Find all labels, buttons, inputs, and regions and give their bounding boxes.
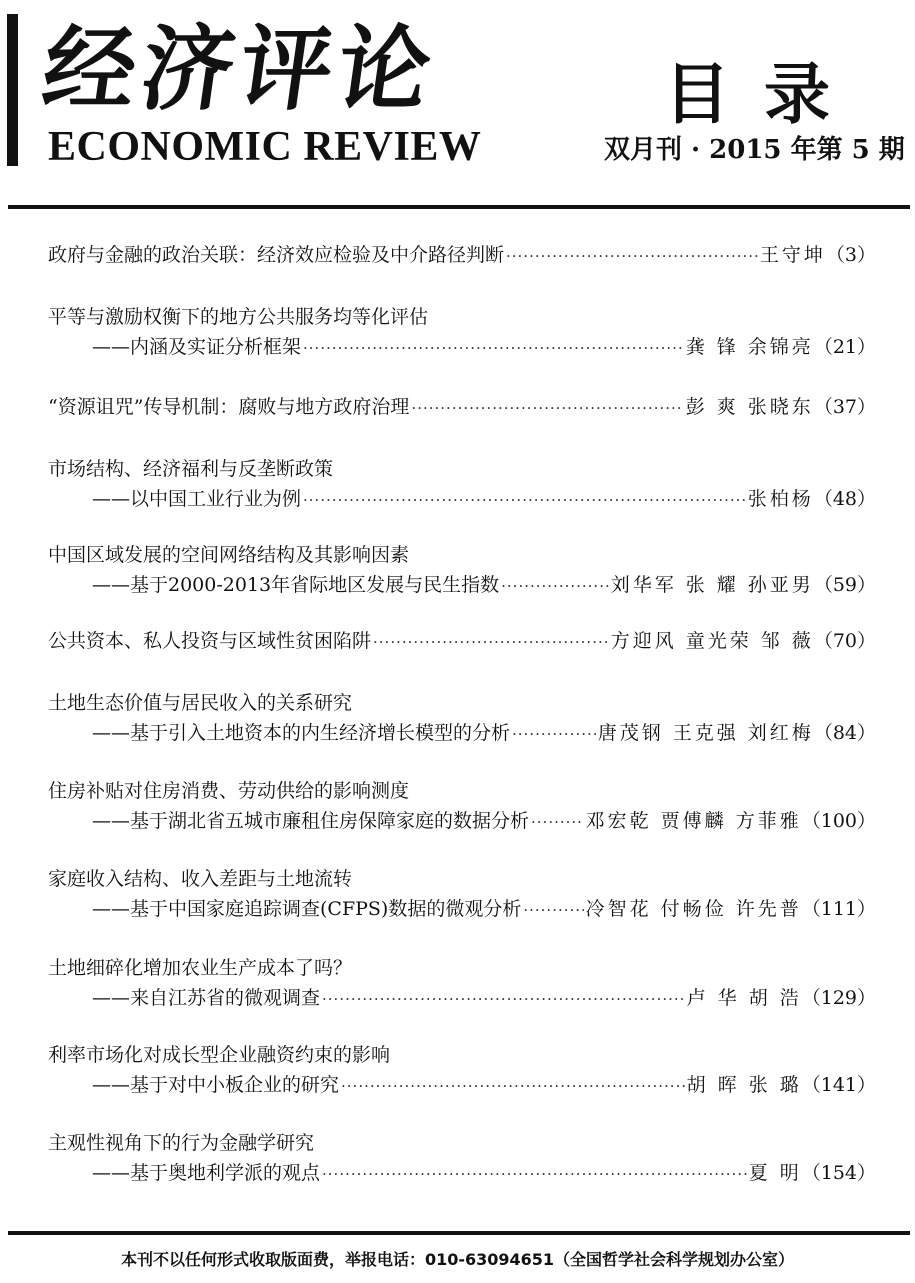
entry-subtitle: ——基于湖北省五城市廉租住房保障家庭的数据分析 xyxy=(92,810,530,832)
leader-dots xyxy=(322,984,685,1014)
toc-entry[interactable] xyxy=(48,626,876,656)
entry-page: （70） xyxy=(813,630,876,652)
toc-entry[interactable] xyxy=(48,1040,876,1100)
entry-page: （21） xyxy=(813,336,876,358)
leader-dots xyxy=(411,393,683,423)
masthead-english-title: ECONOMIC REVIEW xyxy=(48,124,482,170)
footer-notice: 本刊不以任何形式收取版面费，举报电话：010-63094651（全国哲学社会科学规划办公室） xyxy=(120,1250,795,1269)
entry-authors: 张柏杨 xyxy=(747,488,814,510)
entry-page: （48） xyxy=(813,488,876,510)
entry-subtitle: ——以中国工业行业为例 xyxy=(92,488,302,510)
bottom-divider xyxy=(8,1231,910,1235)
entry-authors: 卢 华 胡 浩 xyxy=(686,987,802,1009)
entry-subtitle: ——基于2000-2013年省际地区发展与民生指数 xyxy=(92,574,500,596)
entry-page: （84） xyxy=(813,722,876,744)
entry-title: 家庭收入结构、收入差距与土地流转 xyxy=(48,868,353,890)
leader-dots xyxy=(506,241,758,271)
entry-authors: 唐茂钢 王克强 刘红梅 xyxy=(597,722,814,744)
toc-entry[interactable] xyxy=(48,864,876,924)
toc-heading: 目录 xyxy=(664,56,864,133)
entry-page: （59） xyxy=(813,574,876,596)
entry-authors: 龚 锋 余锦亮 xyxy=(685,336,814,358)
entry-title: 利率市场化对成长型企业融资约束的影响 xyxy=(48,1044,391,1066)
entry-title: 政府与金融的政治关联：经济效应检验及中介路径判断 xyxy=(48,244,505,266)
leader-dots xyxy=(322,1159,747,1189)
entry-title: 中国区域发展的空间网络结构及其影响因素 xyxy=(48,544,410,566)
leader-dots xyxy=(303,485,746,515)
entry-title: “资源诅咒”传导机制：腐败与地方政府治理 xyxy=(48,396,410,418)
toc-entry[interactable] xyxy=(48,776,876,836)
leader-dots xyxy=(531,807,584,837)
entry-authors: 刘华军 张 耀 孙亚男 xyxy=(610,574,814,596)
entry-subtitle: ——来自江苏省的微观调查 xyxy=(92,987,321,1009)
toc-entry[interactable] xyxy=(48,688,876,748)
toc-entry[interactable] xyxy=(48,1128,876,1188)
issue-label: 双月刊 · 2015 年第 5 期 xyxy=(604,135,905,165)
leader-dots xyxy=(303,333,684,363)
entry-page: （141） xyxy=(801,1074,876,1096)
masthead-chinese-title: 经济评论 xyxy=(36,15,444,123)
entry-authors: 王守坤 xyxy=(759,244,826,266)
entry-title: 主观性视角下的行为金融学研究 xyxy=(48,1132,315,1154)
leader-dots xyxy=(501,571,609,601)
entry-authors: 冷智花 付畅俭 许先普 xyxy=(585,898,802,920)
entry-title: 平等与激励权衡下的地方公共服务均等化评估 xyxy=(48,306,429,328)
entry-page: （154） xyxy=(801,1162,876,1184)
leader-dots xyxy=(512,719,596,749)
entry-authors: 邓宏乾 贾傅麟 方菲雅 xyxy=(585,810,802,832)
entry-subtitle: ——基于中国家庭追踪调查(CFPS)数据的微观分析 xyxy=(92,898,522,920)
leader-dots xyxy=(373,627,609,657)
toc-entry[interactable] xyxy=(48,540,876,600)
entry-subtitle: ——内涵及实证分析框架 xyxy=(92,336,302,358)
entry-authors: 方迎风 童光荣 邹 薇 xyxy=(610,630,814,652)
entry-subtitle: ——基于奥地利学派的观点 xyxy=(92,1162,321,1184)
toc-entry[interactable] xyxy=(48,302,876,362)
entry-title: 土地细碎化增加农业生产成本了吗？ xyxy=(48,957,353,979)
toc-entry[interactable] xyxy=(48,392,876,422)
leader-dots xyxy=(523,895,583,925)
entry-title: 市场结构、经济福利与反垄断政策 xyxy=(48,458,334,480)
toc-entry[interactable] xyxy=(48,240,876,270)
entry-subtitle: ——基于对中小板企业的研究 xyxy=(92,1074,340,1096)
entry-authors: 胡 晖 张 璐 xyxy=(686,1074,802,1096)
entry-page: （129） xyxy=(801,987,876,1009)
entry-subtitle: ——基于引入土地资本的内生经济增长模型的分析 xyxy=(92,722,511,744)
entry-title: 住房补贴对住房消费、劳动供给的影响测度 xyxy=(48,780,410,802)
entry-title: 公共资本、私人投资与区域性贫困陷阱 xyxy=(48,630,372,652)
toc-entry[interactable] xyxy=(48,454,876,514)
entry-authors: 夏 明 xyxy=(748,1162,802,1184)
entry-page: （100） xyxy=(801,810,876,832)
entry-page: （37） xyxy=(813,396,876,418)
entry-authors: 彭 爽 张晓东 xyxy=(685,396,814,418)
entry-title: 土地生态价值与居民收入的关系研究 xyxy=(48,692,353,714)
entry-page: （3） xyxy=(825,244,876,266)
toc-entry[interactable] xyxy=(48,953,876,1013)
entry-page: （111） xyxy=(801,898,876,920)
leader-dots xyxy=(341,1071,685,1101)
